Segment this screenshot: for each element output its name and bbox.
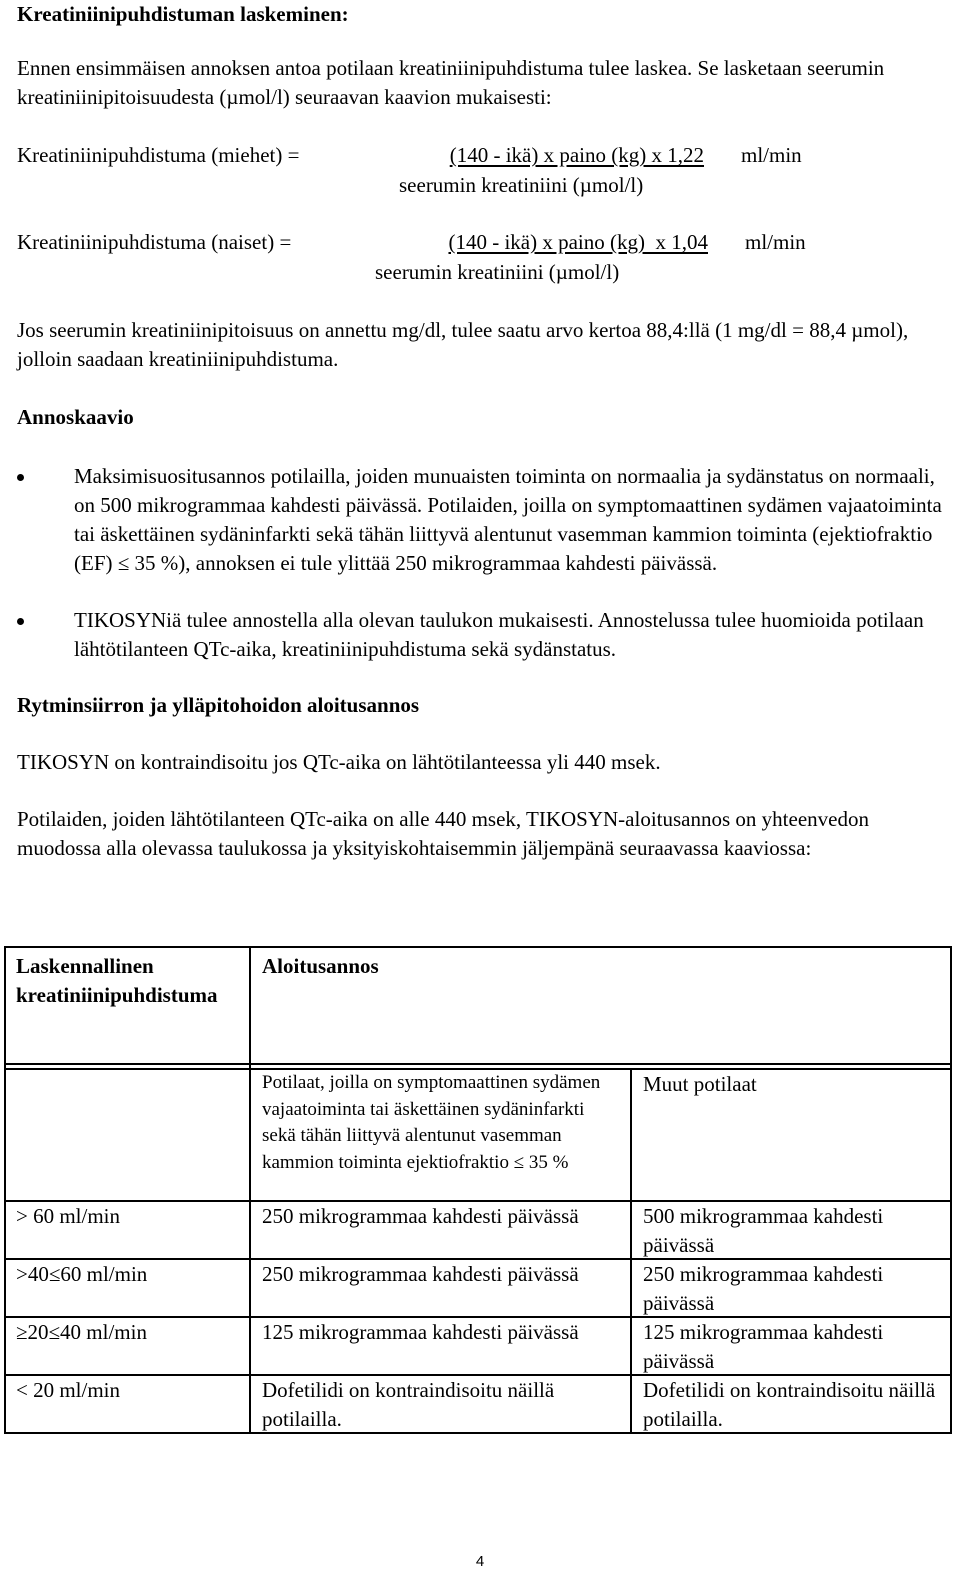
- table-cell-other-dose: 250 mikrogrammaa kahdesti päivässä: [643, 1262, 884, 1315]
- page-number: 4: [475, 1553, 485, 1570]
- bullet-text: Maksimisuositusannos potilailla, joiden munuaisten toiminta on normaalia ja sydänstatus on normaali, on 500 mikrogrammaa kahdesti päivässä. Potilaiden, joilla on symptomaattinen sydämen vajaatoiminta tai äskettäinen sydäninfarkti sekä tähän liittyvä alentunut vasemman kammion toiminta (ejektiofraktio (EF) ≤ 35 %), annoksen ei tule ylittää 250 mikrogrammaa kahdesti päivässä.: [74, 464, 942, 575]
- conversion-paragraph: Jos seerumin kreatiniinipitoisuus on annettu mg/dl, tulee saatu arvo kertoa 88,4:llä (1 mg/dl = 88,4 µmol), jolloin saadaan kreatiniinipuhdistuma.: [17, 318, 909, 371]
- table-cell-other-dose: 125 mikrogrammaa kahdesti päivässä: [643, 1320, 884, 1373]
- formula-women-numerator: (140 - ikä) x paino (kg) x 1,04: [448, 230, 708, 254]
- table-header-clearance: Laskennallinen kreatiniinipuhdistuma: [16, 954, 218, 1007]
- table-subheader-other-patients: Muut potilaat: [643, 1072, 757, 1096]
- intro-paragraph: Ennen ensimmäisen annoksen antoa potilaan kreatiniinipuhdistuma tulee laskea. Se lasketaan seerumin kreatiniinipitoisuudesta (µmol/l) seuraavan kaavion mukaisesti:: [17, 56, 885, 109]
- bullet-icon: [17, 618, 24, 625]
- formula-men-unit: ml/min: [741, 143, 802, 167]
- formula-men-numerator: (140 - ikä) x paino (kg) x 1,22: [449, 143, 704, 167]
- table-cell-clearance: ≥20≤40 ml/min: [16, 1320, 147, 1344]
- bullet-text: TIKOSYNiä tulee annostella alla olevan taulukon mukaisesti. Annostelussa tulee huomioida potilaan lähtötilanteen QTc-aika, kreatiniinipuhdistuma sekä sydänstatus.: [74, 608, 924, 661]
- formula-women-denominator: seerumin kreatiniini (µmol/l): [375, 260, 620, 284]
- dose-table: [4, 946, 952, 1434]
- bullet-icon: [17, 474, 24, 481]
- table-cell-heart-dose: 250 mikrogrammaa kahdesti päivässä: [262, 1204, 579, 1228]
- table-cell-other-dose: 500 mikrogrammaa kahdesti päivässä: [643, 1204, 884, 1257]
- contraindication-paragraph: TIKOSYN on kontraindisoitu jos QTc-aika on lähtötilanteessa yli 440 msek.: [17, 750, 661, 774]
- formula-women-unit: ml/min: [745, 230, 806, 254]
- table-subheader-heart-patients: Potilaat, joilla on symptomaattinen sydämen vajaatoiminta tai äskettäinen sydäninfarkti sekä tähän liittyvä alentunut vasemman kammion toiminta ejektiofraktio ≤ 35 %: [262, 1072, 601, 1173]
- section-heading-start-dose: Rytminsiirron ja ylläpitohoidon aloitusannos: [17, 693, 420, 717]
- section-heading-calc: Kreatiniinipuhdistuman laskeminen:: [17, 2, 349, 26]
- formula-women-label: Kreatiniinipuhdistuma (naiset) =: [17, 230, 292, 254]
- table-divider: [630, 1068, 632, 1432]
- table-cell-heart-dose: Dofetilidi on kontraindisoitu näillä potilailla.: [262, 1378, 555, 1431]
- table-cell-clearance: > 60 ml/min: [16, 1204, 121, 1228]
- table-cell-other-dose: Dofetilidi on kontraindisoitu näillä potilailla.: [643, 1378, 936, 1431]
- table-cell-heart-dose: 250 mikrogrammaa kahdesti päivässä: [262, 1262, 579, 1286]
- section-heading-dose: Annoskaavio: [17, 405, 134, 429]
- formula-men-label: Kreatiniinipuhdistuma (miehet) =: [17, 143, 300, 167]
- start-dose-paragraph: Potilaiden, joiden lähtötilanteen QTc-aika on alle 440 msek, TIKOSYN-aloitusannos on yhteenvedon muodossa alla olevassa taulukossa ja yksityiskohtaisemmin jäljempänä seuraavassa kaaviossa:: [17, 807, 869, 860]
- table-divider: [249, 948, 251, 1432]
- table-header-start-dose: Aloitusannos: [262, 954, 379, 978]
- table-cell-clearance: >40≤60 ml/min: [16, 1262, 148, 1286]
- table-cell-clearance: < 20 ml/min: [16, 1378, 121, 1402]
- table-divider: [6, 1063, 950, 1065]
- table-cell-heart-dose: 125 mikrogrammaa kahdesti päivässä: [262, 1320, 579, 1344]
- formula-men-denominator: seerumin kreatiniini (µmol/l): [399, 173, 644, 197]
